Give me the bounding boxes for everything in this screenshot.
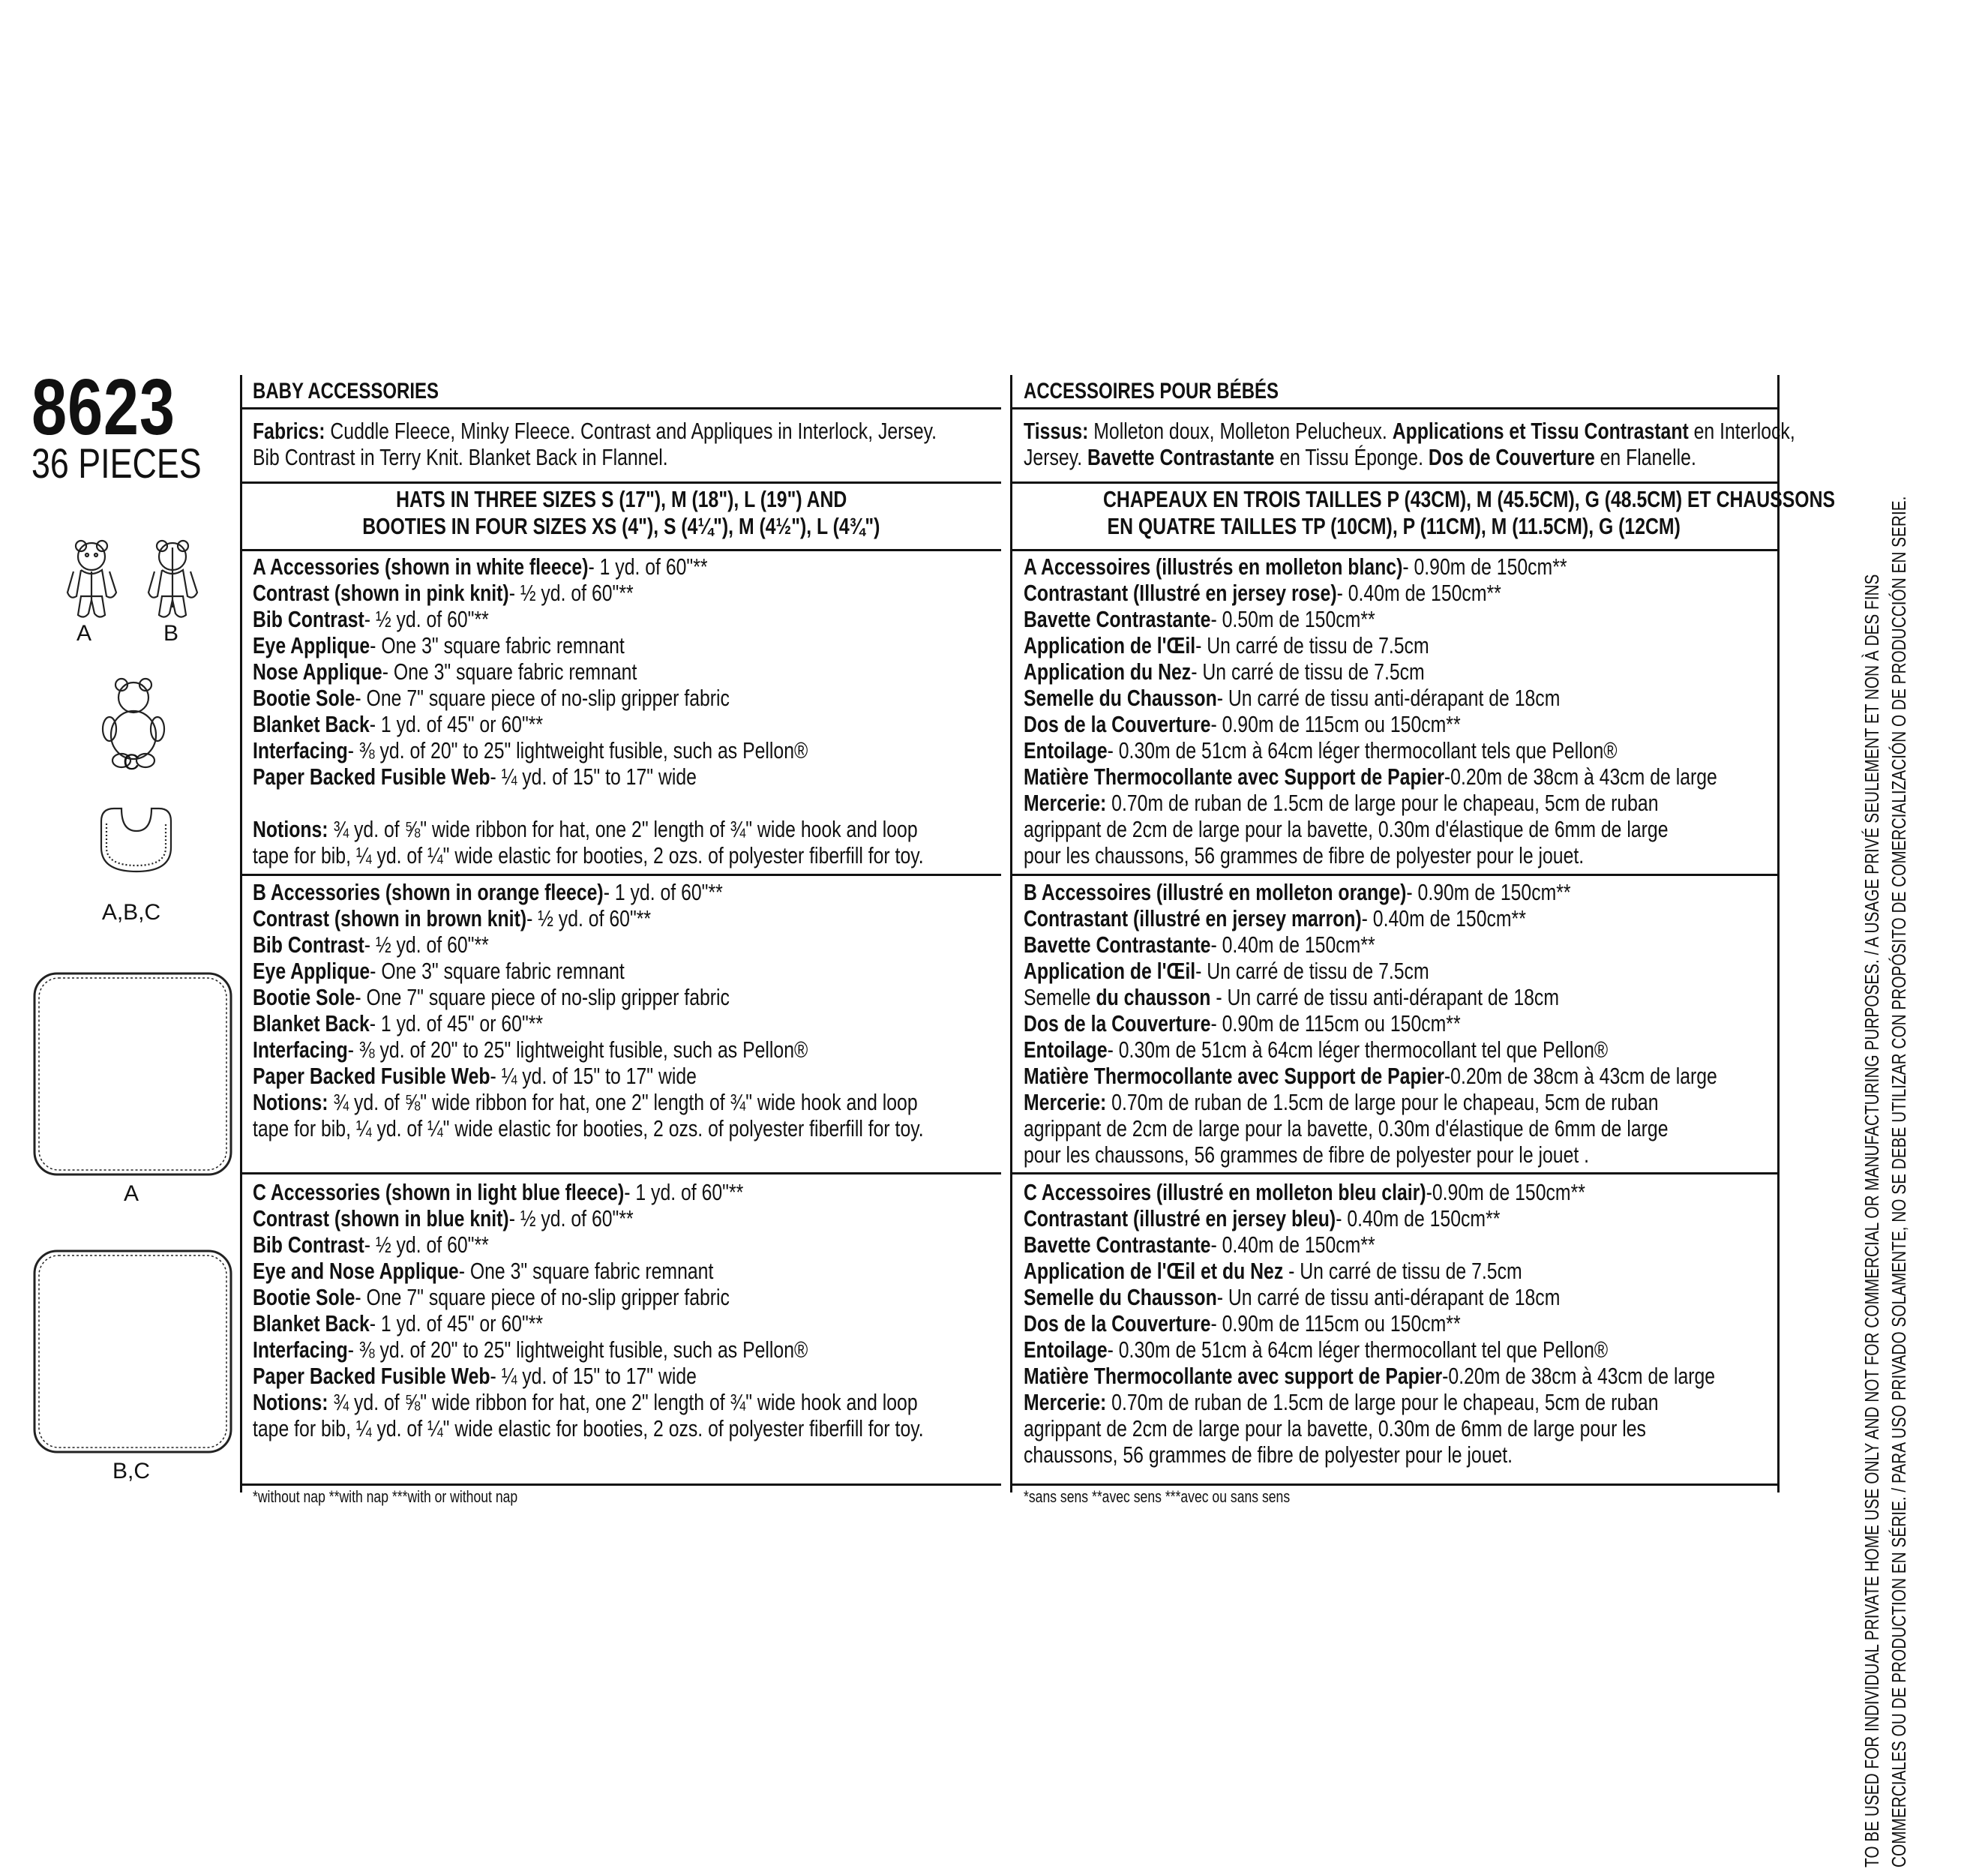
requirement-label: Bavette Contrastante xyxy=(1024,932,1211,958)
requirement-text: - 1 yd. of 60"** xyxy=(624,1179,744,1205)
requirement-line xyxy=(253,905,1091,932)
pieces-count: 36 PIECES xyxy=(31,440,202,487)
requirement-line xyxy=(1024,816,1891,842)
requirement-label: Interfacing xyxy=(253,1336,348,1363)
view-label-bib: A,B,C xyxy=(101,900,161,925)
requirement-text: - One 7" square piece of no-slip gripper fabric xyxy=(355,685,730,711)
en-heading: BABY ACCESSORIES xyxy=(253,379,439,404)
requirement-text: - 0.90m de 150cm** xyxy=(1406,879,1571,905)
requirement-label: Notions: xyxy=(253,1089,328,1115)
requirement-text: 0.70m de ruban de 1.5cm de large pour le chapeau, 5cm de ruban xyxy=(1106,1389,1659,1415)
requirement-label: Blanket Back xyxy=(253,1010,370,1036)
requirement-text: agrippant de 2cm de large pour la bavette, 0.30m d'élastique de 6mm de large xyxy=(1024,1115,1669,1142)
requirement-line xyxy=(1024,737,1891,764)
requirement-text: ¾ yd. of ⅝" wide ribbon for hat, one 2" length of ¾" wide hook and loop xyxy=(328,816,918,842)
requirement-line xyxy=(1024,842,1891,868)
requirement-line xyxy=(1024,1310,1888,1336)
requirement-text: pour les chaussons, 56 grammes de fibre de polyester pour le jouet . xyxy=(1024,1142,1590,1168)
requirement-text: - ½ yd. of 60"** xyxy=(508,1205,634,1232)
requirement-line xyxy=(253,1010,1091,1036)
rule-en-4 xyxy=(240,874,1001,876)
requirement-text: - ⅜ yd. of 20" to 25" lightweight fusible, such as Pellon® xyxy=(347,1036,808,1063)
requirement-line xyxy=(1024,1284,1888,1310)
requirement-label: C Accessories (shown in light blue fleece) xyxy=(253,1179,625,1205)
requirement-line xyxy=(1024,1415,1888,1442)
requirement-text: - Un carré de tissu de 7.5cm xyxy=(1283,1258,1522,1284)
requirement-label: Entoilage xyxy=(1024,737,1108,764)
requirement-text: - 1 yd. of 60"** xyxy=(588,554,708,580)
requirement-line xyxy=(253,816,1091,842)
requirement-line xyxy=(1024,905,1891,932)
requirement-line xyxy=(1024,984,1891,1010)
requirement-text: - 0.30m de 51cm à 64cm léger thermocollant tel que Pellon® xyxy=(1107,1036,1609,1063)
fabrics-label: Applications et Tissu Contrastant xyxy=(1392,418,1689,444)
requirement-line xyxy=(1024,685,1891,711)
requirement-text: - ½ yd. of 60"** xyxy=(364,606,489,632)
requirement-text: ¾ yd. of ⅝" wide ribbon for hat, one 2" length of ¾" wide hook and loop xyxy=(328,1089,918,1115)
pattern-number: 8623 xyxy=(31,363,175,452)
en-fabrics: Fabrics: Cuddle Fleece, Minky Fleece. Contrast and Appliques in Interlock, Jersey. Bib Contrast in Terry Knit. Blanket Back in Flannel. xyxy=(253,418,937,470)
view-label-b: B xyxy=(163,621,178,646)
fr-view-b xyxy=(1024,879,1891,1168)
fabrics-text: en Flanelle. xyxy=(1594,444,1696,470)
fabrics-text: Jersey. xyxy=(1024,444,1087,470)
requirement-label: Contrast (shown in blue knit) xyxy=(253,1205,509,1232)
requirement-text: - One 3" square fabric remnant xyxy=(370,958,625,984)
requirement-line xyxy=(253,554,1091,580)
requirement-line xyxy=(253,1336,1091,1363)
requirement-line xyxy=(1024,879,1891,905)
fabrics-text: Molleton doux, Molleton Pelucheux. xyxy=(1088,418,1393,444)
en-view-b xyxy=(253,879,1091,1142)
requirement-label: Blanket Back xyxy=(253,711,370,737)
requirement-label: A Accessories (shown in white fleece) xyxy=(253,554,589,580)
rule-en-5 xyxy=(240,1172,1001,1174)
requirement-line xyxy=(1024,1142,1891,1168)
requirement-label: C Accessoires (illustré en molleton bleu clair) xyxy=(1024,1179,1426,1205)
requirement-text: chaussons, 56 grammes de fibre de polyester pour le jouet. xyxy=(1024,1442,1513,1468)
requirement-label: Dos de la Couverture xyxy=(1024,711,1211,737)
requirement-line xyxy=(253,1310,1091,1336)
requirement-label: Mercerie: xyxy=(1024,1089,1107,1115)
requirement-line xyxy=(253,632,1091,658)
requirement-text: - Un carré de tissu anti-dérapant de 18cm xyxy=(1210,984,1559,1010)
fr-fabrics xyxy=(1024,418,1988,470)
requirement-label: Bib Contrast xyxy=(253,606,364,632)
requirement-text: - One 3" square fabric remnant xyxy=(458,1258,714,1284)
requirement-label: Bootie Sole xyxy=(253,984,355,1010)
fr-view-c xyxy=(1024,1179,1888,1468)
requirement-line xyxy=(253,1115,1091,1142)
requirement-line xyxy=(253,737,1091,764)
en-view-c xyxy=(253,1179,1091,1442)
requirement-label: B Accessories (shown in orange fleece) xyxy=(253,879,604,905)
requirement-text: - ¼ yd. of 15" to 17" wide xyxy=(490,764,697,790)
requirement-text: -0.90m de 150cm** xyxy=(1426,1179,1585,1205)
en-sizes: HATS IN THREE SIZES S (17"), M (18"), L (19") AND BOOTIES IN FOUR SIZES XS (4"), S (4¼"), M (4½"), L (4¾") xyxy=(362,486,880,539)
requirement-label: Application de l'Œil xyxy=(1024,958,1196,984)
fabrics-line xyxy=(1024,444,1988,470)
requirement-text: - 0.40m de 150cm** xyxy=(1336,580,1501,606)
requirement-line xyxy=(1024,1363,1888,1389)
requirement-line xyxy=(1024,790,1891,816)
requirement-line xyxy=(253,1284,1091,1310)
requirement-line xyxy=(253,1258,1091,1284)
en-view-a xyxy=(253,554,1091,868)
requirement-text: 0.70m de ruban de 1.5cm de large pour le chapeau, 5cm de ruban xyxy=(1106,1089,1659,1115)
requirement-line xyxy=(1024,1089,1891,1115)
rule-en-6 xyxy=(240,1484,1001,1486)
requirement-label: Contrastant (Illustré en jersey rose) xyxy=(1024,580,1337,606)
requirement-text: - 0.90m de 150cm** xyxy=(1402,554,1567,580)
view-label-a: A xyxy=(76,621,91,646)
requirement-line xyxy=(1024,1036,1891,1063)
requirement-line xyxy=(253,1363,1091,1389)
requirement-text: - 0.50m de 150cm** xyxy=(1210,606,1375,632)
rule-fr-6 xyxy=(1010,1484,1777,1486)
requirement-line xyxy=(1024,764,1891,790)
requirement-text: - 0.40m de 150cm** xyxy=(1210,1232,1375,1258)
requirement-line xyxy=(1024,1063,1891,1089)
bib-icon xyxy=(101,808,171,872)
toy-a-icon xyxy=(67,541,116,617)
requirement-label: Bib Contrast xyxy=(253,932,364,958)
requirement-line xyxy=(253,1232,1091,1258)
requirement-label: Notions: xyxy=(253,816,328,842)
requirement-line xyxy=(1024,1115,1891,1142)
requirement-text: -0.20m de 38cm à 43cm de large xyxy=(1444,1063,1717,1089)
requirement-text: - One 7" square piece of no-slip gripper fabric xyxy=(355,984,730,1010)
requirement-line xyxy=(1024,1336,1888,1363)
requirement-label: Paper Backed Fusible Web xyxy=(253,764,490,790)
fr-sizes: CHAPEAUX EN TROIS TAILLES P (43CM), M (45.5CM), G (48.5CM) ET CHAUSSONS EN QUATRE TAILLES TP (10CM), P (11CM), M (11.5CM), G (12CM) xyxy=(1103,486,1836,539)
requirement-label: Bavette Contrastante xyxy=(1024,1232,1211,1258)
requirement-line xyxy=(253,932,1091,958)
requirement-label: Paper Backed Fusible Web xyxy=(253,1363,490,1389)
requirement-label: Application du Nez xyxy=(1024,658,1192,685)
requirement-label: Paper Backed Fusible Web xyxy=(253,1063,490,1089)
requirement-text: agrippant de 2cm de large pour la bavette, 0.30m de 6mm de large pour les xyxy=(1024,1415,1646,1442)
fabrics-line xyxy=(1024,418,1988,444)
requirement-text: - Un carré de tissu anti-dérapant de 18cm xyxy=(1216,685,1561,711)
requirement-label: A Accessoires (illustrés en molleton blanc) xyxy=(1024,554,1403,580)
rule-fr-4 xyxy=(1010,874,1777,876)
requirement-line xyxy=(253,711,1091,737)
requirement-text: - 0.30m de 51cm à 64cm léger thermocollant tel que Pellon® xyxy=(1107,1336,1609,1363)
requirement-line xyxy=(253,958,1091,984)
fabrics-text: en Tissu Éponge. xyxy=(1274,444,1429,470)
requirement-label: Mercerie: xyxy=(1024,1389,1107,1415)
fr-footnote: *sans sens **avec sens ***avec ou sans sens xyxy=(1024,1487,1291,1506)
rule-fr-5 xyxy=(1010,1172,1777,1174)
requirement-line xyxy=(1024,554,1891,580)
requirement-text: - ½ yd. of 60"** xyxy=(508,580,634,606)
requirement-label: B Accessoires (illustré en molleton orange) xyxy=(1024,879,1407,905)
requirement-text: - 0.90m de 115cm ou 150cm** xyxy=(1210,711,1461,737)
requirement-text: - Un carré de tissu de 7.5cm xyxy=(1195,632,1429,658)
requirement-label: Nose Applique xyxy=(253,658,382,685)
requirement-label: Eye Applique xyxy=(253,958,370,984)
requirement-text: - 0.40m de 150cm** xyxy=(1361,905,1526,932)
requirement-text: - One 7" square piece of no-slip gripper fabric xyxy=(355,1284,730,1310)
fabrics-label: Tissus: xyxy=(1024,418,1089,444)
requirement-label: Mercerie: xyxy=(1024,790,1107,816)
requirement-label: Contrastant (illustré en jersey marron) xyxy=(1024,905,1362,932)
view-label-blanket-a: A xyxy=(123,1181,139,1206)
fabrics-label: Bavette Contrastante xyxy=(1087,444,1275,470)
requirement-line xyxy=(253,1089,1091,1115)
requirement-line xyxy=(1024,1442,1888,1468)
requirement-line xyxy=(1024,1232,1888,1258)
requirement-line xyxy=(1024,632,1891,658)
requirement-label: Semelle du Chausson xyxy=(1024,685,1217,711)
requirement-label: Dos de la Couverture xyxy=(1024,1010,1211,1036)
requirement-line xyxy=(1024,1389,1888,1415)
requirement-text: - ⅜ yd. of 20" to 25" lightweight fusible, such as Pellon® xyxy=(347,737,808,764)
requirement-line xyxy=(1024,1179,1888,1205)
requirement-text: -0.20m de 38cm à 43cm de large xyxy=(1442,1363,1716,1389)
rule-en-1 xyxy=(240,407,1001,410)
requirement-line xyxy=(1024,711,1891,737)
requirement-line xyxy=(253,1063,1091,1089)
requirement-text: Semelle xyxy=(1024,984,1096,1010)
rule-fr-2 xyxy=(1010,482,1777,484)
requirement-text: - 0.40m de 150cm** xyxy=(1210,932,1375,958)
requirement-text: - ½ yd. of 60"** xyxy=(526,905,652,932)
blanket-a-icon xyxy=(34,974,231,1174)
divider-left xyxy=(240,375,242,1492)
requirement-text: - Un carré de tissu de 7.5cm xyxy=(1195,958,1429,984)
requirement-line xyxy=(1024,580,1891,606)
requirement-text: - One 3" square fabric remnant xyxy=(370,632,625,658)
requirement-line xyxy=(253,984,1091,1010)
requirement-text: - ¼ yd. of 15" to 17" wide xyxy=(490,1063,697,1089)
requirement-text: tape for bib, ¼ yd. of ¼" wide elastic for booties, 2 ozs. of polyester fiberfill for toy. xyxy=(253,1415,924,1442)
requirement-label: Contrast (shown in pink knit) xyxy=(253,580,509,606)
requirement-line xyxy=(1024,1205,1888,1232)
requirement-text: - ½ yd. of 60"** xyxy=(364,932,489,958)
requirement-line xyxy=(253,685,1091,711)
fabrics-text: en Interlock, xyxy=(1688,418,1795,444)
requirement-label: Matière Thermocollante avec support de Papier xyxy=(1024,1363,1443,1389)
fabrics-label: Dos de Couverture xyxy=(1428,444,1595,470)
requirement-text: - 0.90m de 115cm ou 150cm** xyxy=(1210,1010,1461,1036)
requirement-text: - Un carré de tissu anti-dérapant de 18cm xyxy=(1216,1284,1561,1310)
requirement-text: - 1 yd. of 45" or 60"** xyxy=(369,1310,544,1336)
requirement-line xyxy=(253,842,1091,868)
requirement-line xyxy=(253,580,1091,606)
requirement-text: pour les chaussons, 56 grammes de fibre de polyester pour le jouet. xyxy=(1024,842,1585,868)
requirement-line xyxy=(253,879,1091,905)
requirement-label: Application de l'Œil et du Nez xyxy=(1024,1258,1284,1284)
view-label-blanket-bc: B,C xyxy=(112,1459,150,1484)
requirement-label: Eye and Nose Applique xyxy=(253,1258,459,1284)
rule-en-3 xyxy=(240,549,1001,551)
requirement-label: Bib Contrast xyxy=(253,1232,364,1258)
toy-b-icon xyxy=(148,541,197,617)
requirement-line xyxy=(1024,606,1891,632)
requirement-line xyxy=(253,1205,1091,1232)
requirement-line xyxy=(1024,932,1891,958)
requirement-text: tape for bib, ¼ yd. of ¼" wide elastic for booties, 2 ozs. of polyester fiberfill for toy. xyxy=(253,1115,924,1142)
requirement-label: Interfacing xyxy=(253,737,348,764)
requirement-text: - 0.40m de 150cm** xyxy=(1336,1205,1501,1232)
blanket-drawings xyxy=(28,968,238,1455)
requirement-label: Application de l'Œil xyxy=(1024,632,1196,658)
requirement-label: Contrastant (illustré en jersey bleu) xyxy=(1024,1205,1336,1232)
fr-heading: ACCESSOIRES POUR BÉBÉS xyxy=(1024,379,1279,404)
requirement-text: - 1 yd. of 45" or 60"** xyxy=(369,711,544,737)
requirement-label: Semelle du Chausson xyxy=(1024,1284,1217,1310)
rule-fr-1 xyxy=(1010,407,1777,410)
requirement-text: - ¼ yd. of 15" to 17" wide xyxy=(490,1363,697,1389)
requirement-line xyxy=(253,658,1091,685)
requirement-text: 0.70m de ruban de 1.5cm de large pour le chapeau, 5cm de ruban xyxy=(1106,790,1659,816)
requirement-label: Blanket Back xyxy=(253,1310,370,1336)
requirement-text: - 1 yd. of 60"** xyxy=(603,879,723,905)
requirement-text: - One 3" square fabric remnant xyxy=(382,658,637,685)
requirement-text: -0.20m de 38cm à 43cm de large xyxy=(1444,764,1717,790)
requirement-line xyxy=(253,790,1091,816)
requirement-line xyxy=(253,764,1091,790)
requirement-label: Matière Thermocollante avec Support de Papier xyxy=(1024,1063,1444,1089)
requirement-line xyxy=(253,1179,1091,1205)
rule-en-2 xyxy=(240,482,1001,484)
requirement-label: Entoilage xyxy=(1024,1336,1108,1363)
requirement-line xyxy=(1024,1258,1888,1284)
requirement-label: Dos de la Couverture xyxy=(1024,1310,1211,1336)
requirement-text: - ⅜ yd. of 20" to 25" lightweight fusible, such as Pellon® xyxy=(347,1336,808,1363)
requirement-label: Notions: xyxy=(253,1389,328,1415)
en-footnote: *without nap **with nap ***with or without nap xyxy=(253,1487,518,1506)
requirement-line xyxy=(253,1036,1091,1063)
fr-view-a xyxy=(1024,554,1891,868)
requirement-line xyxy=(253,606,1091,632)
requirement-label: Bootie Sole xyxy=(253,1284,355,1310)
requirement-label: du chausson xyxy=(1096,984,1211,1010)
requirement-label: Interfacing xyxy=(253,1036,348,1063)
requirement-label: Contrast (shown in brown knit) xyxy=(253,905,527,932)
requirement-line xyxy=(1024,958,1891,984)
requirement-line xyxy=(253,1389,1091,1415)
view-drawings xyxy=(45,525,240,945)
requirement-text: - 1 yd. of 45" or 60"** xyxy=(369,1010,544,1036)
view-label-c: C xyxy=(123,750,139,775)
rule-fr-3 xyxy=(1010,549,1777,551)
requirement-text: - 0.30m de 51cm à 64cm léger thermocollant tels que Pellon® xyxy=(1107,737,1618,764)
requirement-line xyxy=(1024,1010,1891,1036)
requirement-label: Bootie Sole xyxy=(253,685,355,711)
requirement-line xyxy=(1024,658,1891,685)
requirement-label: Entoilage xyxy=(1024,1036,1108,1063)
requirement-label: Matière Thermocollante avec Support de Papier xyxy=(1024,764,1444,790)
requirement-text: agrippant de 2cm de large pour la bavette, 0.30m d'élastique de 6mm de large xyxy=(1024,816,1669,842)
requirement-line xyxy=(253,1415,1091,1442)
requirement-text: - Un carré de tissu de 7.5cm xyxy=(1191,658,1425,685)
requirement-label: Eye Applique xyxy=(253,632,370,658)
requirement-text: tape for bib, ¼ yd. of ¼" wide elastic for booties, 2 ozs. of polyester fiberfill for toy. xyxy=(253,842,924,868)
requirement-label: Bavette Contrastante xyxy=(1024,606,1211,632)
blanket-bc-icon xyxy=(34,1251,231,1452)
requirement-text: - 0.90m de 115cm ou 150cm** xyxy=(1210,1310,1461,1336)
requirement-text: ¾ yd. of ⅝" wide ribbon for hat, one 2" length of ¾" wide hook and loop xyxy=(328,1389,918,1415)
requirement-text: - ½ yd. of 60"** xyxy=(364,1232,489,1258)
